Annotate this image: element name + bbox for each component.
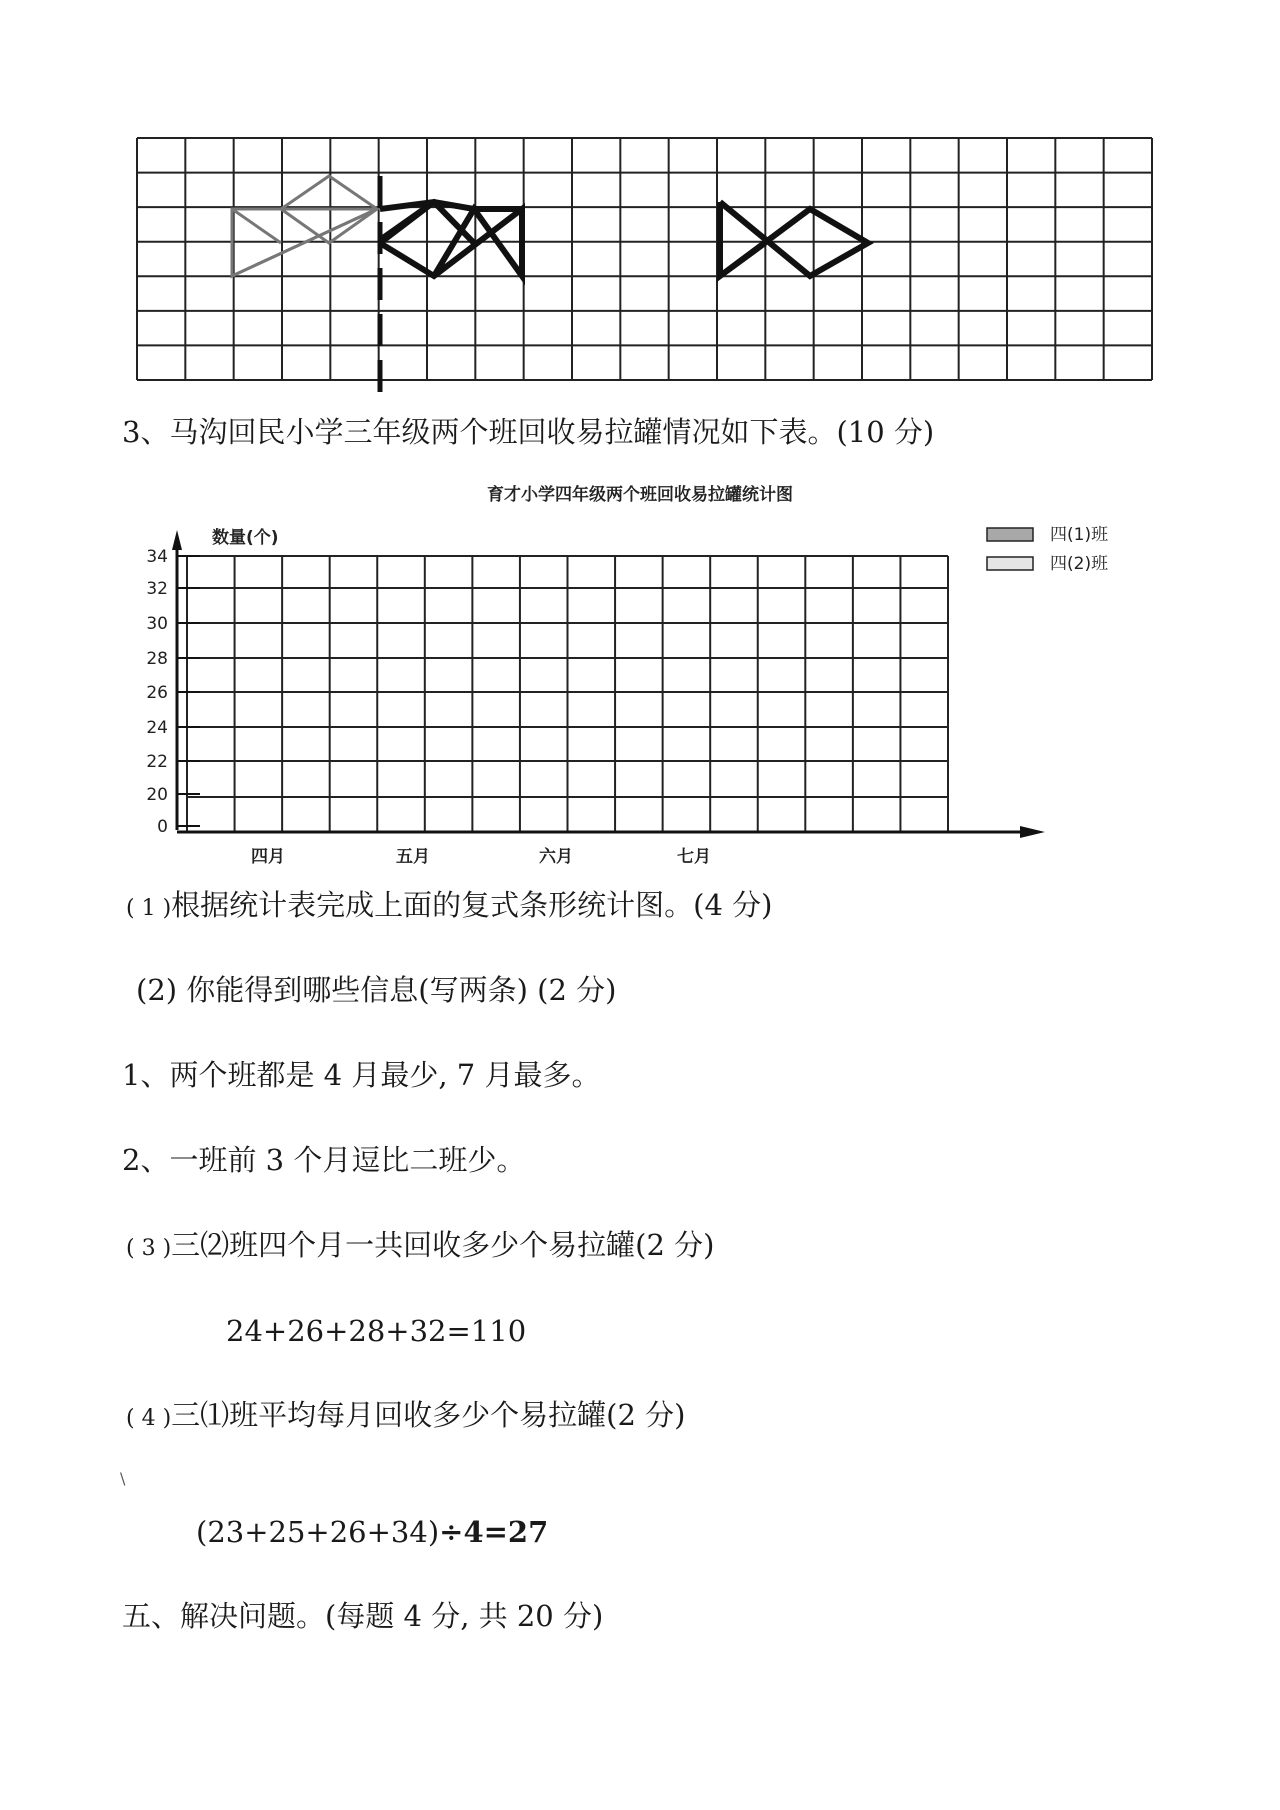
question-3-heading: 3、马沟回民小学三年级两个班回收易拉罐情况如下表。(10 分) [122,415,935,449]
x-category-label: 五月 [396,847,430,867]
q3-number: ( 3 ) [126,1236,172,1261]
q4-number: ( 4 ) [126,1406,172,1431]
y-tick-label: 22 [146,752,168,772]
section-5-heading: 五、解决问题。(每题 4 分, 共 20 分) [122,1599,604,1633]
q2-text: (2) 你能得到哪些信息(写两条) (2 分) [136,973,617,1007]
y-tick-label: 34 [146,547,168,567]
legend-swatch-class-2 [987,557,1033,570]
x-category-label: 四月 [251,847,285,867]
q3-text: 三⑵班四个月一共回收多少个易拉罐(2 分) [171,1228,715,1262]
q4-line [126,1397,685,1437]
q3-line [126,1227,714,1267]
chart-title: 育才小学四年级两个班回收易拉罐统计图 [487,485,793,505]
legend-label-class-2: 四(2)班 [1050,554,1109,574]
q1-text: 根据统计表完成上面的复式条形统计图。(4 分) [171,888,773,922]
y-tick-label: 26 [146,683,168,703]
answer-3: 24+26+28+32=110 [226,1314,527,1348]
x-category-label: 七月 [677,847,711,867]
y-tick-label: 32 [146,579,168,599]
y-tick-label: 24 [146,718,168,738]
translated-shape [720,202,868,276]
answer-2-2: 2、一班前 3 个月逗比二班少。 [122,1143,526,1177]
legend-label-class-1: 四(1)班 [1050,525,1109,545]
answer-4-expression: (23+25+26+34) [196,1515,440,1549]
y-axis-label: 数量(个) [212,528,279,548]
y-tick-label: 0 [157,817,168,837]
legend-swatch-class-1 [987,528,1033,541]
translation-grid-figure [0,0,1280,410]
y-tick-label: 20 [146,785,168,805]
q4-text: 三⑴班平均每月回收多少个易拉罐(2 分) [171,1398,686,1432]
answer-2-1: 1、两个班都是 4 月最少, 7 月最多。 [122,1058,601,1092]
mirrored-shape [380,202,522,276]
y-tick-label: 28 [146,649,168,669]
bar-chart [0,470,1280,870]
y-axis-arrow [172,530,182,550]
answer-4-result: ÷4=27 [439,1515,549,1549]
stray-mark: \ [120,1469,126,1488]
answer-4 [196,1514,548,1550]
original-shape [232,176,377,276]
x-category-label: 六月 [539,847,573,867]
y-tick-label: 30 [146,614,168,634]
q1-line [126,887,772,927]
x-axis-arrow [1020,826,1045,838]
q1-number: ( 1 ) [126,896,172,921]
